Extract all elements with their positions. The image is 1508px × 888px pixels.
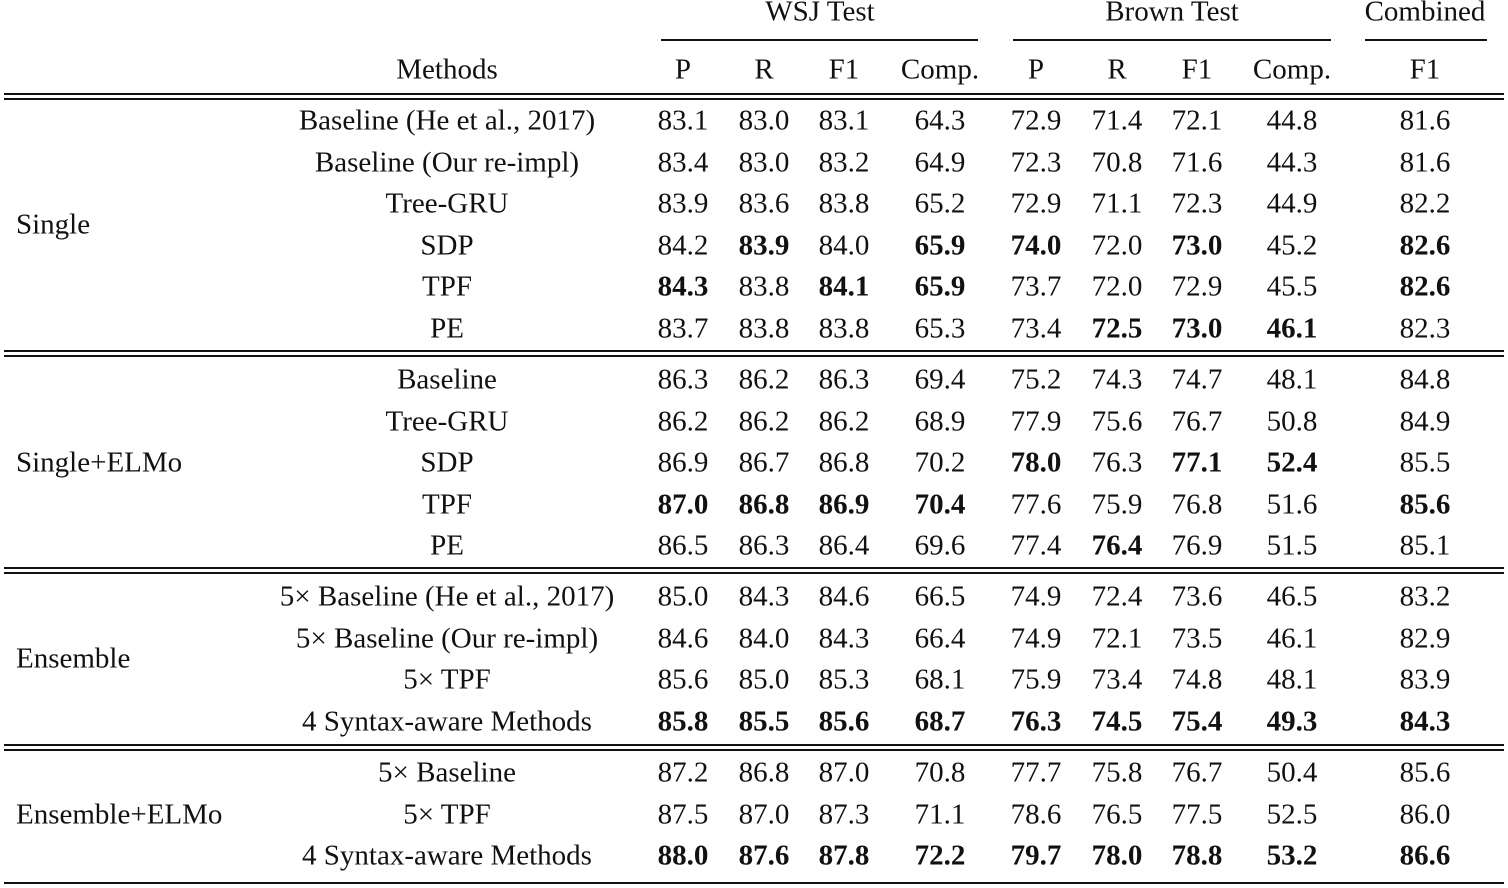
column-header: P (1027, 53, 1045, 86)
column-group-rule (661, 39, 978, 41)
section-label: Single (16, 208, 91, 241)
column-header: Comp. (900, 53, 980, 86)
table-cell: 83.0 (738, 104, 790, 137)
table-cell: 75.4 (1171, 705, 1223, 737)
header-double-rule-top (4, 93, 1504, 95)
table-cell: 75.2 (1010, 363, 1062, 396)
table-cell: 83.9 (1399, 663, 1451, 696)
table-cell: 72.1 (1091, 622, 1143, 654)
column-group-rule (1365, 39, 1487, 41)
table-cell: 69.4 (914, 363, 966, 396)
table-cell: 48.1 (1266, 363, 1318, 396)
table-cell: 73.7 (1010, 270, 1062, 303)
table-cell: 44.3 (1266, 146, 1318, 178)
table-cell: 85.6 (1399, 756, 1451, 789)
table-cell: 87.0 (738, 798, 790, 830)
column-header: Comp. (1252, 53, 1332, 86)
table-cell: 72.5 (1091, 312, 1143, 344)
table-cell: 87.6 (738, 839, 790, 872)
table-cell: 85.8 (657, 705, 709, 737)
table-cell: 73.5 (1171, 622, 1223, 654)
table-cell: 87.3 (818, 798, 870, 830)
table-cell: 86.2 (738, 405, 790, 437)
table-cell: 79.7 (1010, 839, 1062, 872)
table-cell: 86.9 (657, 446, 709, 479)
table-cell: 73.0 (1171, 312, 1223, 344)
table-cell: 86.2 (738, 363, 790, 396)
table-cell: 77.1 (1171, 446, 1223, 479)
table-cell: 72.0 (1091, 229, 1143, 261)
table-cell: 70.8 (1091, 146, 1143, 178)
method-name: 5× Baseline (378, 756, 516, 789)
table-cell: 71.1 (1091, 187, 1143, 220)
table-cell: 83.7 (657, 312, 709, 344)
column-group-header: Combined (1364, 0, 1486, 28)
table-cell: 85.6 (1399, 488, 1451, 520)
column-group-header: WSJ Test (765, 0, 875, 28)
table-cell: 86.8 (738, 756, 790, 789)
table-cell: 76.8 (1171, 488, 1223, 520)
table-cell: 68.1 (914, 663, 966, 696)
table-cell: 81.6 (1399, 104, 1451, 137)
table-cell: 75.9 (1091, 488, 1143, 520)
table-cell: 87.2 (657, 756, 709, 789)
table-cell: 86.3 (657, 363, 709, 396)
table-cell: 83.2 (818, 146, 870, 178)
table-cell: 72.2 (914, 839, 966, 872)
table-cell: 75.9 (1010, 663, 1062, 696)
table-cell: 76.5 (1091, 798, 1143, 830)
table-cell: 49.3 (1266, 705, 1318, 737)
method-name: Tree-GRU (385, 405, 509, 437)
table-cell: 50.4 (1266, 756, 1318, 789)
table-cell: 65.2 (914, 187, 966, 220)
table-cell: 73.6 (1171, 580, 1223, 613)
table-cell: 86.6 (1399, 839, 1451, 872)
column-header: R (754, 53, 774, 86)
table-cell: 72.9 (1010, 187, 1062, 220)
table-cell: 86.4 (818, 529, 870, 562)
table-cell: 65.3 (914, 312, 966, 344)
column-header: F1 (1181, 53, 1213, 86)
table-cell: 82.6 (1399, 229, 1451, 261)
table-cell: 83.1 (818, 104, 870, 137)
table-cell: 77.6 (1010, 488, 1062, 520)
table-cell: 70.4 (914, 488, 966, 520)
table-cell: 78.0 (1010, 446, 1062, 479)
table-cell: 87.5 (657, 798, 709, 830)
table-cell: 66.4 (914, 622, 966, 654)
table-cell: 71.1 (914, 798, 966, 830)
method-name: SDP (420, 446, 474, 479)
table-cell: 83.9 (657, 187, 709, 220)
column-header: F1 (1409, 53, 1441, 86)
table-cell: 84.8 (1399, 363, 1451, 396)
method-name: 5× TPF (403, 798, 491, 830)
section-label: Ensemble+ELMo (16, 798, 223, 830)
table-cell: 46.1 (1266, 622, 1318, 654)
table-cell: 76.3 (1010, 705, 1062, 737)
table-cell: 85.6 (818, 705, 870, 737)
section-double-rule-top (4, 350, 1504, 352)
method-name: 4 Syntax-aware Methods (302, 705, 592, 737)
table-cell: 72.1 (1171, 104, 1223, 137)
table-cell: 74.3 (1091, 363, 1143, 396)
table-cell: 86.3 (738, 529, 790, 562)
column-group-rule (1013, 39, 1331, 41)
column-header: P (674, 53, 692, 86)
table-cell: 45.2 (1266, 229, 1318, 261)
method-name: 5× Baseline (Our re-impl) (295, 622, 599, 654)
table-cell: 51.5 (1266, 529, 1318, 562)
table-cell: 78.0 (1091, 839, 1143, 872)
table-cell: 85.0 (738, 663, 790, 696)
table-cell: 84.0 (818, 229, 870, 261)
method-name: Baseline (He et al., 2017) (298, 104, 596, 137)
table-cell: 87.0 (657, 488, 709, 520)
table-cell: 86.9 (818, 488, 870, 520)
table-cell: 84.3 (657, 270, 709, 303)
method-name: Baseline (Our re-impl) (314, 146, 580, 178)
table-cell: 86.0 (1399, 798, 1451, 830)
table-cell: 86.3 (818, 363, 870, 396)
table-bottom-rule (4, 882, 1504, 884)
table-cell: 83.2 (1399, 580, 1451, 613)
table-cell: 86.2 (818, 405, 870, 437)
table-cell: 50.8 (1266, 405, 1318, 437)
header-double-rule-bottom (4, 98, 1504, 100)
table-cell: 86.8 (738, 488, 790, 520)
table-cell: 85.5 (1399, 446, 1451, 479)
method-name: PE (430, 312, 464, 344)
table-cell: 64.3 (914, 104, 966, 137)
table-cell: 77.7 (1010, 756, 1062, 789)
table-cell: 83.8 (738, 270, 790, 303)
method-name: PE (430, 529, 464, 562)
table-cell: 85.1 (1399, 529, 1451, 562)
table-cell: 48.1 (1266, 663, 1318, 696)
table-cell: 83.9 (738, 229, 790, 261)
table-cell: 83.8 (818, 312, 870, 344)
table-cell: 83.1 (657, 104, 709, 137)
table-cell: 83.0 (738, 146, 790, 178)
table-cell: 52.5 (1266, 798, 1318, 830)
table-cell: 87.8 (818, 839, 870, 872)
table-cell: 85.6 (657, 663, 709, 696)
table-cell: 77.5 (1171, 798, 1223, 830)
table-cell: 64.9 (914, 146, 966, 178)
table-cell: 82.3 (1399, 312, 1451, 344)
table-cell: 44.8 (1266, 104, 1318, 137)
table-cell: 69.6 (914, 529, 966, 562)
table-cell: 84.0 (738, 622, 790, 654)
table-cell: 77.9 (1010, 405, 1062, 437)
table-cell: 71.6 (1171, 146, 1223, 178)
table-cell: 84.1 (818, 270, 870, 303)
table-cell: 85.0 (657, 580, 709, 613)
table-cell: 83.8 (738, 312, 790, 344)
method-name: TPF (422, 270, 472, 303)
table-cell: 84.6 (657, 622, 709, 654)
table-cell: 83.4 (657, 146, 709, 178)
section-double-rule-bottom (4, 749, 1504, 751)
table-cell: 84.3 (1399, 705, 1451, 737)
table-cell: 86.2 (657, 405, 709, 437)
table-cell: 76.4 (1091, 529, 1143, 562)
section-label: Single+ELMo (16, 446, 183, 479)
table-cell: 84.3 (818, 622, 870, 654)
table-cell: 82.2 (1399, 187, 1451, 220)
table-cell: 84.3 (738, 580, 790, 613)
table-cell: 68.9 (914, 405, 966, 437)
table-cell: 76.7 (1171, 405, 1223, 437)
table-cell: 51.6 (1266, 488, 1318, 520)
table-cell: 84.6 (818, 580, 870, 613)
section-double-rule-top (4, 567, 1504, 569)
table-cell: 82.9 (1399, 622, 1451, 654)
table-cell: 85.5 (738, 705, 790, 737)
table-cell: 72.3 (1171, 187, 1223, 220)
table-cell: 83.8 (818, 187, 870, 220)
table-cell: 75.8 (1091, 756, 1143, 789)
table-cell: 44.9 (1266, 187, 1318, 220)
table-cell: 66.5 (914, 580, 966, 613)
table-cell: 86.5 (657, 529, 709, 562)
table-cell: 73.0 (1171, 229, 1223, 261)
table-cell: 72.0 (1091, 270, 1143, 303)
section-double-rule-bottom (4, 355, 1504, 357)
table-cell: 74.9 (1010, 622, 1062, 654)
table-cell: 46.5 (1266, 580, 1318, 613)
table-cell: 86.7 (738, 446, 790, 479)
table-cell: 71.4 (1091, 104, 1143, 137)
table-cell: 86.8 (818, 446, 870, 479)
table-cell: 45.5 (1266, 270, 1318, 303)
table-cell: 87.0 (818, 756, 870, 789)
table-cell: 70.2 (914, 446, 966, 479)
table-cell: 68.7 (914, 705, 966, 737)
table-cell: 52.4 (1266, 446, 1318, 479)
table-cell: 84.2 (657, 229, 709, 261)
table-cell: 73.4 (1091, 663, 1143, 696)
table-cell: 85.3 (818, 663, 870, 696)
table-cell: 72.3 (1010, 146, 1062, 178)
table-cell: 74.9 (1010, 580, 1062, 613)
table-cell: 78.6 (1010, 798, 1062, 830)
table-cell: 74.0 (1010, 229, 1062, 261)
table-cell: 70.8 (914, 756, 966, 789)
table-cell: 74.7 (1171, 363, 1223, 396)
table-cell: 74.8 (1171, 663, 1223, 696)
method-name: TPF (422, 488, 472, 520)
table-cell: 72.9 (1010, 104, 1062, 137)
column-group-header: Brown Test (1105, 0, 1239, 28)
table-cell: 53.2 (1266, 839, 1318, 872)
method-name: 4 Syntax-aware Methods (302, 839, 592, 872)
table-cell: 76.7 (1171, 756, 1223, 789)
table-cell: 78.8 (1171, 839, 1223, 872)
table-cell: 84.9 (1399, 405, 1451, 437)
table-cell: 72.4 (1091, 580, 1143, 613)
section-label: Ensemble (16, 642, 131, 675)
column-header: R (1107, 53, 1127, 86)
method-name: Baseline (397, 363, 497, 396)
method-name: SDP (420, 229, 474, 261)
methods-header: Methods (396, 53, 498, 86)
table-cell: 81.6 (1399, 146, 1451, 178)
table-cell: 88.0 (657, 839, 709, 872)
table-cell: 76.3 (1091, 446, 1143, 479)
section-double-rule-top (4, 744, 1504, 746)
table-cell: 65.9 (914, 229, 966, 261)
table-cell: 73.4 (1010, 312, 1062, 344)
table-cell: 74.5 (1091, 705, 1143, 737)
method-name: Tree-GRU (385, 187, 509, 220)
table-cell: 46.1 (1266, 312, 1318, 344)
table-cell: 76.9 (1171, 529, 1223, 562)
table-cell: 83.6 (738, 187, 790, 220)
table-cell: 72.9 (1171, 270, 1223, 303)
table-cell: 77.4 (1010, 529, 1062, 562)
table-cell: 75.6 (1091, 405, 1143, 437)
section-double-rule-bottom (4, 572, 1504, 574)
method-name: 5× TPF (403, 663, 491, 696)
table-cell: 65.9 (914, 270, 966, 303)
method-name: 5× Baseline (He et al., 2017) (279, 580, 615, 613)
table-cell: 82.6 (1399, 270, 1451, 303)
column-header: F1 (828, 53, 860, 86)
